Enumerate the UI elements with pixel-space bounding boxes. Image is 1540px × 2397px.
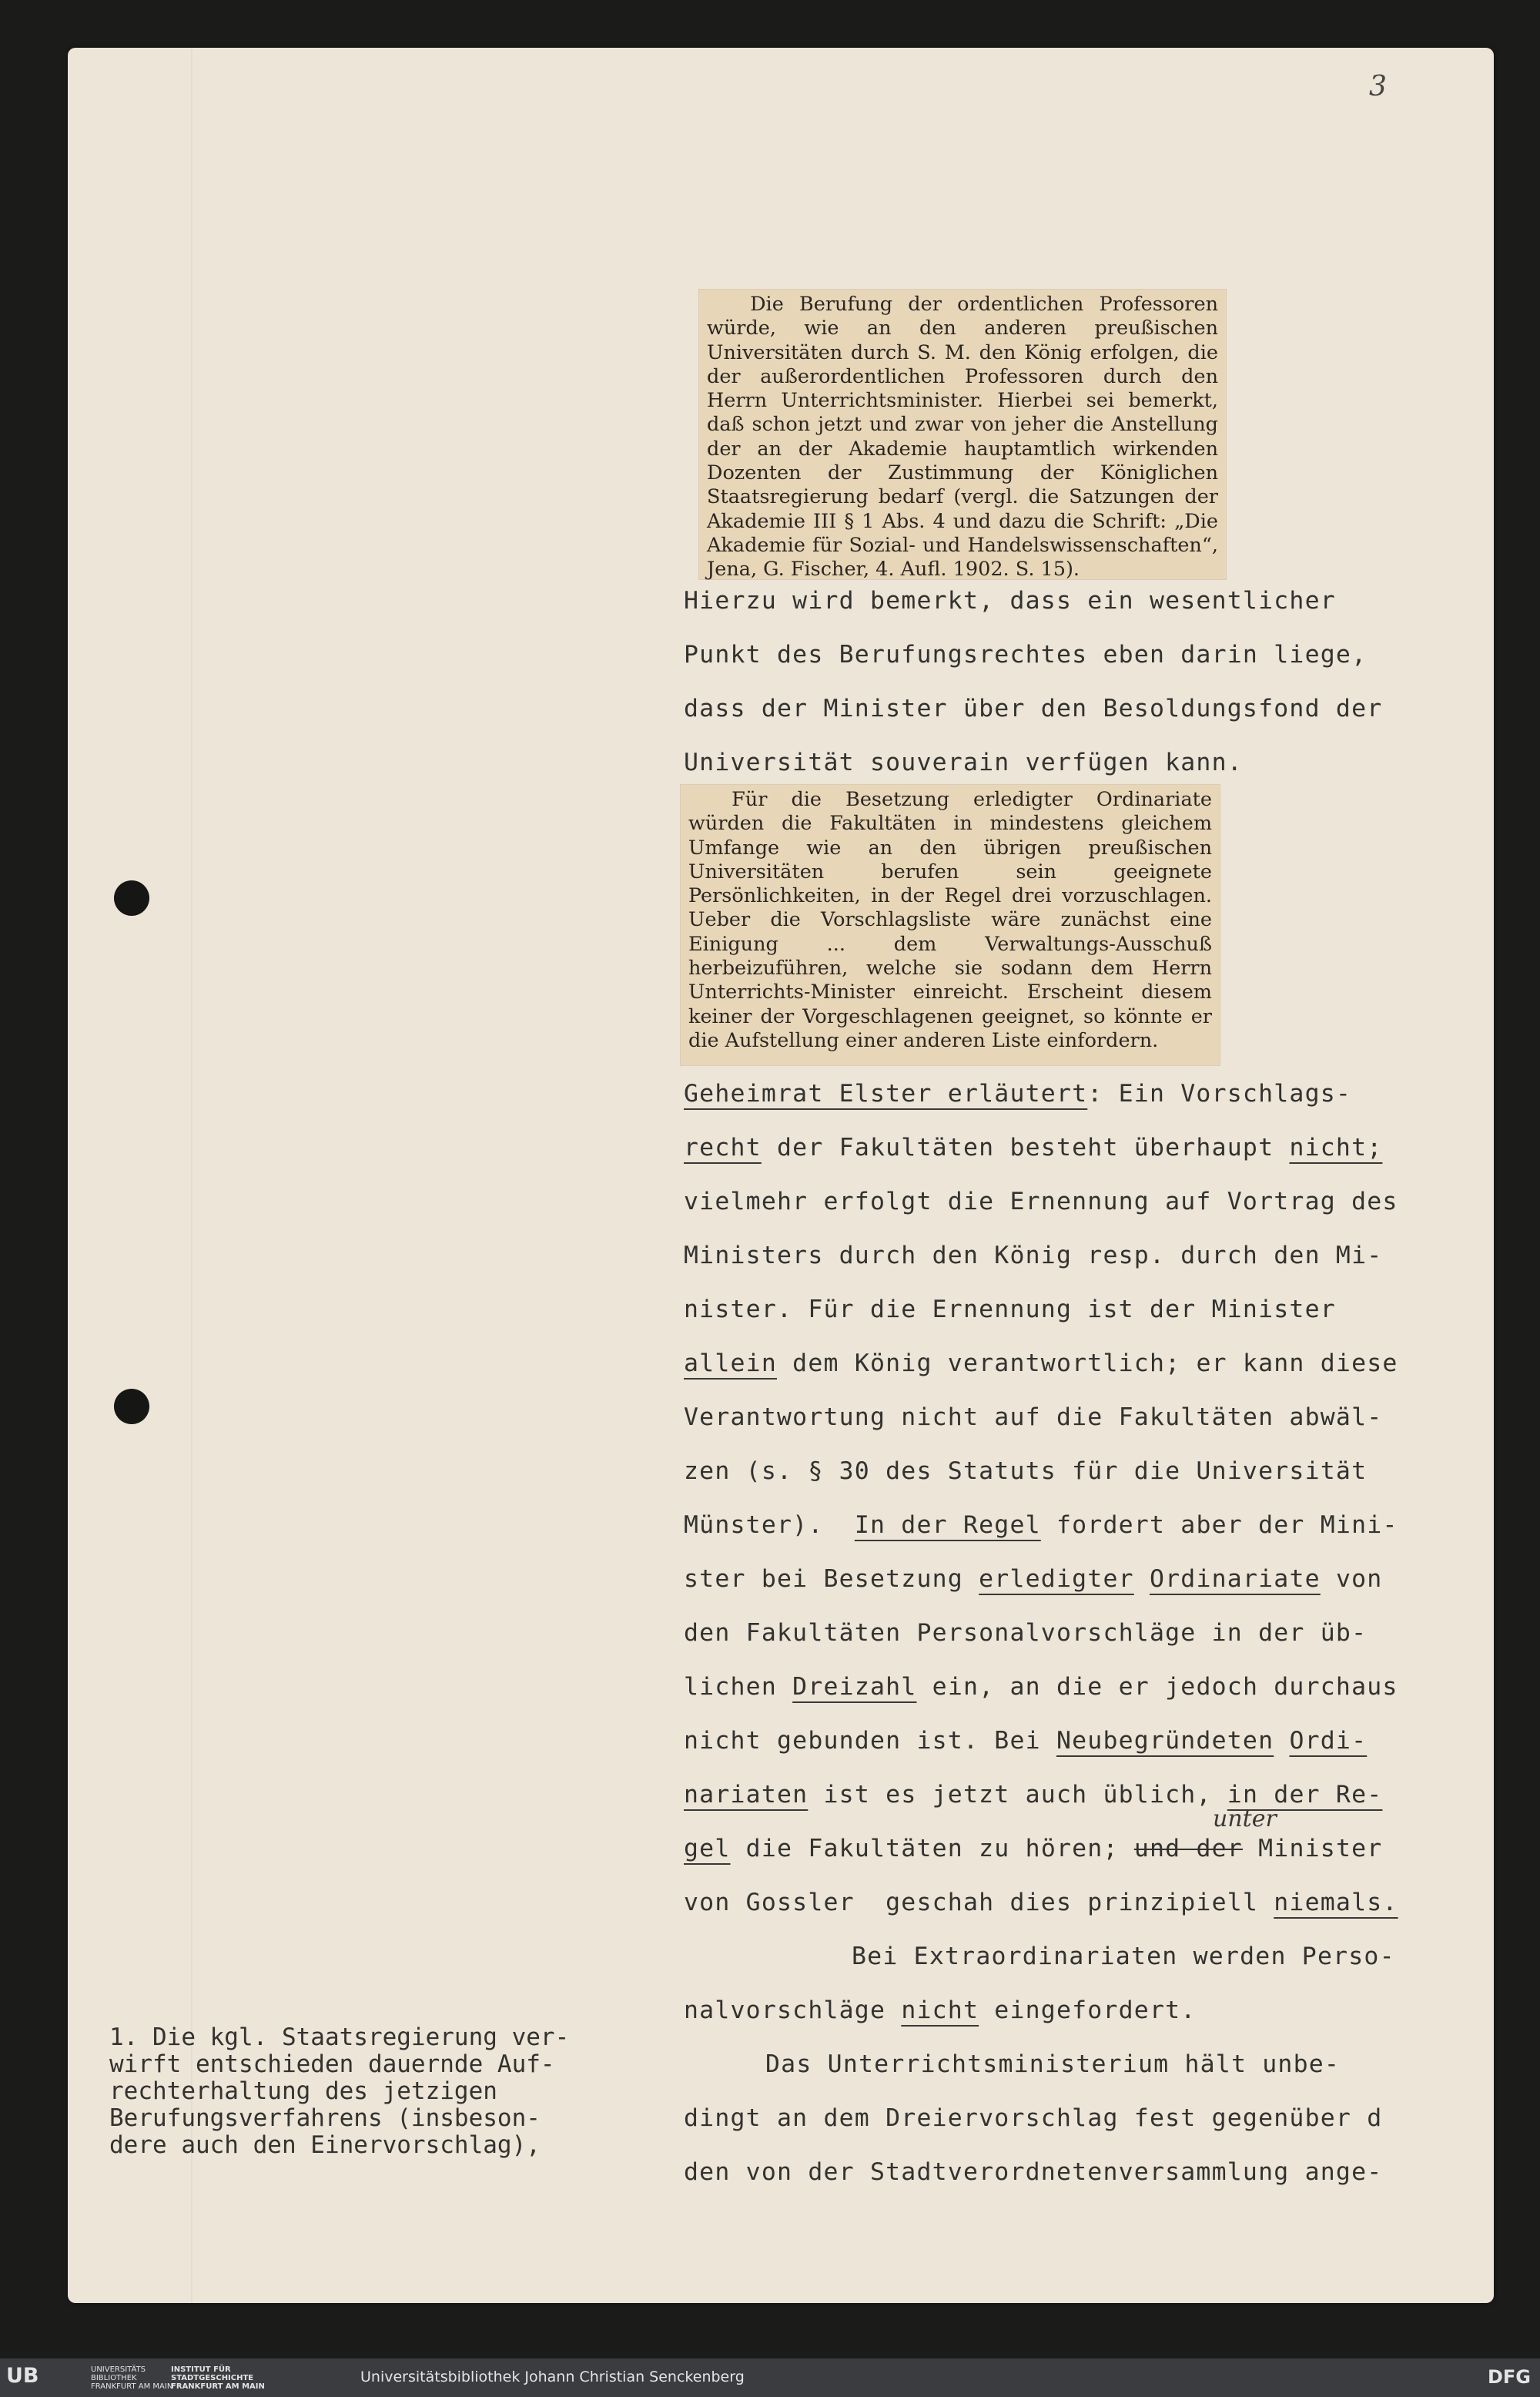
- typed-line: dass der Minister über den Besoldungsfond der: [684, 695, 1383, 722]
- typed-line: Hierzu wird bemerkt, dass ein wesentlicher: [684, 587, 1336, 615]
- punch-hole-lower: [114, 1389, 149, 1424]
- underlined-phrase: Neubegründeten: [1056, 1727, 1274, 1755]
- struck-through-phrase: und der: [1133, 1835, 1243, 1862]
- typed-line: nariaten ist es jetzt auch üblich, in der Re-: [684, 1781, 1383, 1809]
- typed-line: Bei Extraordinariaten werden Perso-: [852, 1943, 1395, 1970]
- typed-line: ster bei Besetzung erledigter Ordinariate von: [684, 1565, 1383, 1593]
- clipping-1-text: Die Berufung der ordentlichen Professoren würde, wie an den anderen preußischen Universitäten durch S. M. den König erfolgen, die der außerordentlichen Professoren durch den Herrn Unterrichtsminister. Hierbei sei bemerkt, daß schon jetzt und zwar von jeher die Anstellung der an der Akademie hauptamtlich wirkenden Dozenten der Zustimmung der Königlichen Staatsregierung bedarf (vergl. die Satzungen der Akademie III § 1 Abs. 4 und dazu die Schrift: „Die Akademie für Sozial- und Handelswissenschaften“, Jena, G. Fischer, 4. Aufl. 1902. S. 15).: [707, 293, 1218, 582]
- typed-line: den von der Stadtverordnetenversammlung ange-: [684, 2158, 1383, 2186]
- margin-note: 1. Die kgl. Staatsregierung ver- wirft entschieden dauernde Auf- rechterhaltung des jetzigen Berufungsverfahrens (insbeson- dere auch den Einervorschlag),: [109, 2023, 570, 2159]
- page-fold: [191, 48, 192, 2303]
- typed-line: Universität souverain verfügen kann.: [684, 749, 1243, 776]
- newspaper-clipping-2: [681, 785, 1220, 1065]
- typed-line: den Fakultäten Personalvorschläge in der üb-: [684, 1619, 1368, 1647]
- handwritten-insertion: unter: [1213, 1805, 1277, 1832]
- typed-line: gel die Fakultäten zu hören; und der Minister: [684, 1835, 1383, 1862]
- typed-line: Geheimrat Elster erläutert: Ein Vorschlags-: [684, 1080, 1352, 1108]
- underlined-phrase: in der Re-: [1227, 1781, 1383, 1809]
- typed-line: lichen Dreizahl ein, an die er jedoch durchaus: [684, 1673, 1398, 1701]
- underlined-phrase: niemals.: [1274, 1889, 1398, 1916]
- typed-line: zen (s. § 30 des Statuts für die Universität: [684, 1457, 1368, 1485]
- typed-line: recht der Fakultäten besteht überhaupt nicht;: [684, 1134, 1383, 1162]
- clipping-2-text: Für die Besetzung erledigter Ordinariate würden die Fakultäten in mindestens gleichem Umfange wie an den übrigen preußischen Universitäten berufen sein geeignete Persönlichkeiten, in der Regel drei vorzuschlagen. Ueber die Vorschlagsliste wäre zunächst eine Einigung ... dem Verwaltungs-Ausschuß herbeizuführen, welche sie sodann dem Herrn Unterrichts-Minister einreicht. Erscheint diesem keiner der Vorgeschlagenen geeignet, so könnte er die Aufstellung einer anderen Liste einfordern.: [688, 788, 1212, 1052]
- underlined-phrase: Dreizahl: [792, 1673, 917, 1701]
- underlined-phrase: Geheimrat Elster erläutert: [684, 1080, 1088, 1108]
- typed-line: Verantwortung nicht auf die Fakultäten abwäl-: [684, 1403, 1383, 1431]
- typed-line: vielmehr erfolgt die Ernennung auf Vortrag des: [684, 1188, 1398, 1215]
- underlined-phrase: gel: [684, 1835, 731, 1862]
- typed-line: dingt an dem Dreiervorschlag fest gegenüber d: [684, 2104, 1383, 2132]
- underlined-phrase: allein: [684, 1349, 777, 1377]
- footer-bar: [0, 2358, 1540, 2397]
- ub-logo-text: UNIVERSITÄTS BIBLIOTHEK FRANKFURT AM MAIN: [91, 2365, 173, 2391]
- typed-line: Münster). In der Regel fordert aber der Mini-: [684, 1511, 1398, 1539]
- page-number: 3: [1369, 71, 1387, 102]
- typed-line: nicht gebunden ist. Bei Neubegründeten Ordi-: [684, 1727, 1368, 1755]
- underlined-phrase: erledigter: [979, 1565, 1134, 1593]
- underlined-phrase: In der Regel: [854, 1511, 1041, 1539]
- library-name: Universitätsbibliothek Johann Christian Senckenberg: [360, 2369, 745, 2385]
- typed-line: von Gossler geschah dies prinzipiell niemals.: [684, 1889, 1398, 1916]
- typed-line: Ministers durch den König resp. durch den Mi-: [684, 1242, 1383, 1269]
- typed-line: nister. Für die Ernennung ist der Minister: [684, 1296, 1336, 1323]
- punch-hole-upper: [114, 880, 149, 916]
- ub-logo: UB: [6, 2364, 39, 2388]
- underlined-phrase: Ordinariate: [1149, 1565, 1321, 1593]
- underlined-phrase: nicht;: [1289, 1134, 1383, 1162]
- typed-line: Das Unterrichtsministerium hält unbe-: [765, 2050, 1341, 2078]
- underlined-phrase: Ordi-: [1289, 1727, 1368, 1755]
- underlined-phrase: nariaten: [684, 1781, 808, 1809]
- newspaper-clipping-1: [699, 290, 1226, 582]
- underlined-phrase: nicht: [901, 1996, 979, 2024]
- typed-line: allein dem König verantwortlich; er kann diese: [684, 1349, 1398, 1377]
- typed-line: Punkt des Berufungsrechtes eben darin liege,: [684, 641, 1368, 669]
- institute-logo: INSTITUT FÜR STADTGESCHICHTE FRANKFURT AM MAIN: [171, 2365, 265, 2391]
- underlined-phrase: recht: [684, 1134, 762, 1162]
- dfg-logo: DFG: [1487, 2366, 1531, 2388]
- typed-line: nalvorschläge nicht eingefordert.: [684, 1996, 1197, 2024]
